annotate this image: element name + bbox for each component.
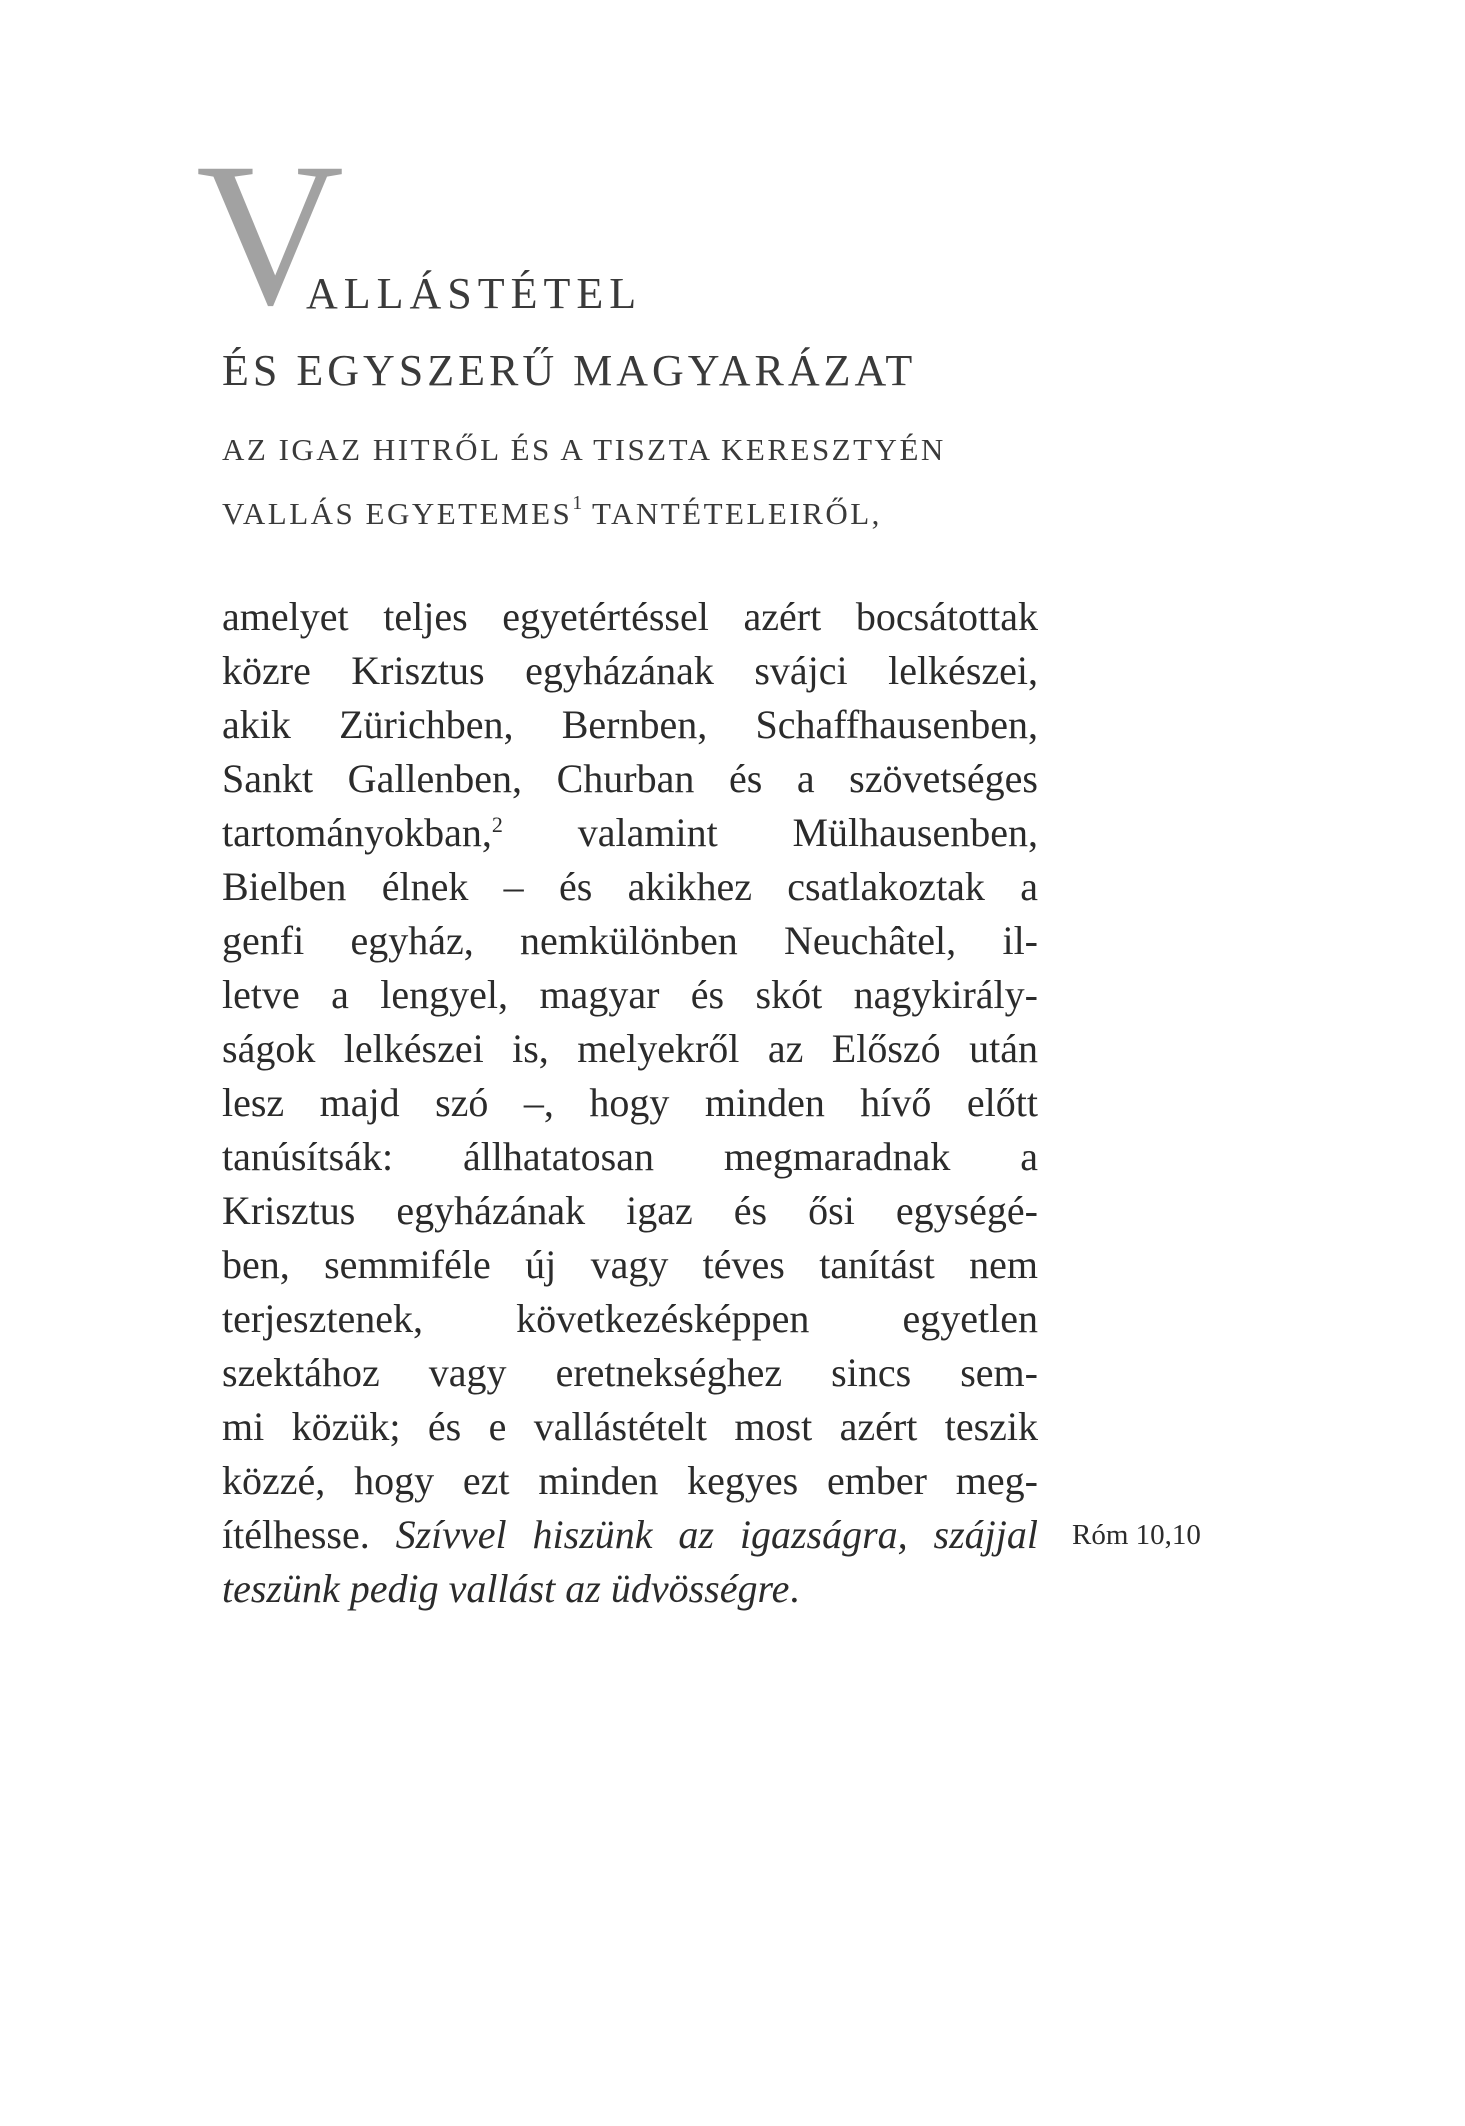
body-line: Sankt Gallenben, Churban és a szövetséges <box>222 756 1038 801</box>
body-paragraph <box>222 590 1038 1616</box>
body-line: letve a lengyel, magyar és skót nagykirály- <box>222 972 1038 1017</box>
body-line <box>222 1508 1038 1562</box>
body-text: tartományokban, <box>222 810 492 855</box>
subtitle-line-2 <box>222 492 882 532</box>
subtitle-text-end: TANTÉTELEIRŐL, <box>582 496 882 531</box>
body-line: mi közük; és e vallástételt most azért teszik <box>222 1404 1038 1449</box>
body-text: ítélhesse. <box>222 1512 396 1557</box>
body-text: valamint Mülhausenben, <box>502 810 1038 855</box>
body-line: tanúsítsák: állhatatosan megmaradnak a <box>222 1134 1038 1179</box>
body-line: közre Krisztus egyházának svájci lelkészei, <box>222 648 1038 693</box>
subtitle-text: VALLÁS EGYETEMES <box>222 496 573 531</box>
body-line: akik Zürichben, Bernben, Schaffhausenben, <box>222 702 1038 747</box>
margin-scripture-reference: Róm 10,10 <box>1072 1519 1201 1551</box>
scripture-quote: Szívvel hiszünk az igazságra, szájjal <box>395 1512 1039 1557</box>
subtitle-line-1: AZ IGAZ HITRŐL ÉS A TISZTA KERESZTYÉN <box>222 432 946 467</box>
footnote-ref-1: 1 <box>572 492 583 514</box>
body-line: Bielben élnek – és akikhez csatlakoztak a <box>222 864 1038 909</box>
body-line <box>222 1562 1038 1616</box>
title-line-2: ÉS EGYSZERŰ MAGYARÁZAT <box>222 346 917 395</box>
body-line: Krisztus egyházának igaz és ősi egységé- <box>222 1188 1038 1233</box>
title-line-1: ALLÁSTÉTEL <box>306 269 643 318</box>
body-line: lesz majd szó –, hogy minden hívő előtt <box>222 1080 1038 1125</box>
body-line: amelyet teljes egyetértéssel azért bocsátottak <box>222 594 1038 639</box>
footnote-ref-2: 2 <box>491 812 503 837</box>
body-line: terjesztenek, következésképpen egyetlen <box>222 1296 1038 1341</box>
body-line <box>222 806 1038 860</box>
title-dropcap: V <box>196 121 339 348</box>
body-line: ben, semmiféle új vagy téves tanítást nem <box>222 1242 1038 1287</box>
body-text: . <box>789 1566 800 1611</box>
body-line: szektához vagy eretnekséghez sincs sem- <box>222 1350 1038 1395</box>
body-line: ságok lelkészei is, melyekről az Előszó után <box>222 1026 1038 1071</box>
body-line: közzé, hogy ezt minden kegyes ember meg- <box>222 1458 1038 1503</box>
body-line: genfi egyház, nemkülönben Neuchâtel, il- <box>222 918 1038 963</box>
scripture-quote: teszünk pedig vallást az üdvösségre <box>222 1566 790 1611</box>
